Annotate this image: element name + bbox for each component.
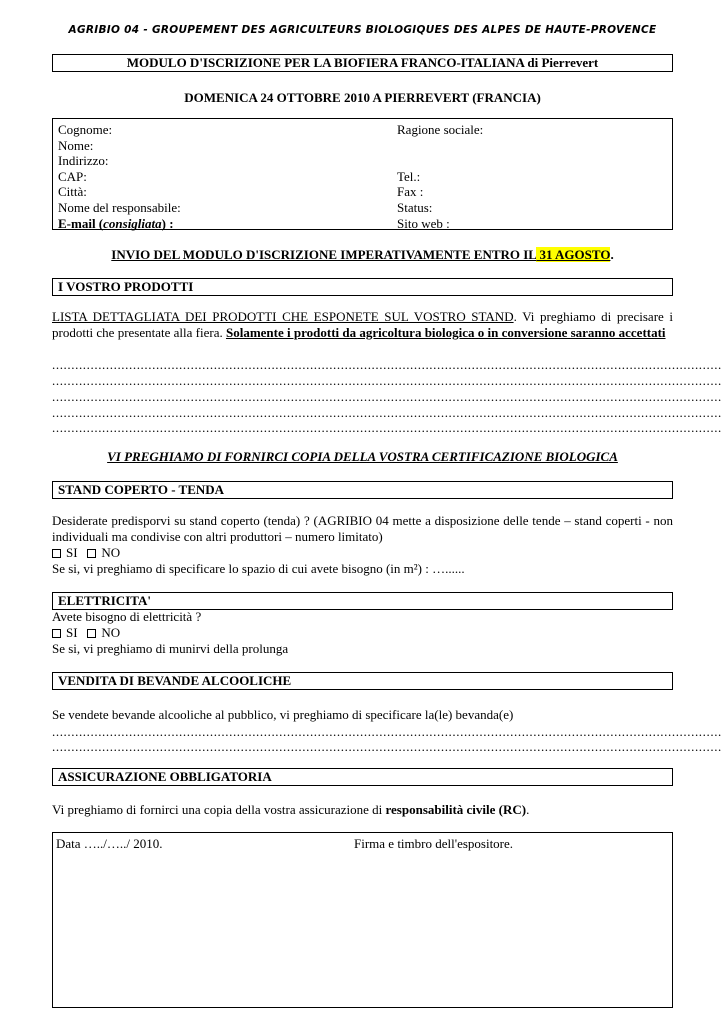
document-header: AGRIBIO 04 - GROUPEMENT DES AGRICULTEURS BIOLOGIQUES DES ALPES DE HAUTE-PROVENCE [68, 24, 657, 36]
products-dotted-line: .............................................................................................................................................................................. [52, 357, 722, 372]
electricity-no-checkbox[interactable] [87, 629, 96, 638]
event-date: DOMENICA 24 OTTOBRE 2010 A PIERREVERT (FRANCIA) [184, 90, 541, 105]
surname-label: Cognome: [58, 122, 113, 137]
electricity-yes-checkbox[interactable] [52, 629, 61, 638]
section-insurance-title: ASSICURAZIONE OBBLIGATORIA [52, 768, 673, 786]
manager-name-label: Nome del responsabile: [58, 199, 181, 215]
contact-info-box [52, 118, 673, 230]
status-label: Status: [397, 199, 433, 215]
stand-options: SI NO [52, 545, 673, 561]
name-label: Nome: [58, 137, 94, 153]
section-electricity-title: ELETTRICITA' [52, 592, 673, 610]
alcohol-dotted-line: .............................................................................................................................................................................. [52, 739, 722, 754]
phone-label: Tel.: [397, 168, 421, 184]
alcohol-instructions: Se vendete bevande alcooliche al pubblico, vi preghiamo di specificare la(le) bevanda(e) [52, 707, 514, 722]
products-dotted-line: .............................................................................................................................................................................. [52, 373, 722, 388]
deadline-notice: INVIO DEL MODULO D'ISCRIZIONE IMPERATIVAMENTE ENTRO IL 31 AGOSTO. [111, 247, 614, 262]
deadline-date: 31 AGOSTO [536, 247, 611, 262]
stand-space-request: Se si, vi preghiamo di specificare lo spazio di cui avete bisogno (in m²) : …...... [52, 561, 465, 576]
contact-left-column [58, 122, 181, 231]
products-dotted-line: .............................................................................................................................................................................. [52, 405, 722, 420]
insurance-instructions: Vi preghiamo di fornirci una copia della vostra assicurazione di responsabilità civile (RC). [52, 802, 530, 817]
signature-field[interactable]: Firma e timbro dell'espositore. [354, 836, 514, 851]
products-dotted-line: .............................................................................................................................................................................. [52, 389, 722, 404]
products-dotted-line: .............................................................................................................................................................................. [52, 420, 722, 435]
postcode-label: CAP: [58, 168, 87, 184]
alcohol-dotted-line: .............................................................................................................................................................................. [52, 724, 722, 739]
section-alcohol-title: VENDITA DI BEVANDE ALCOOLICHE [52, 672, 673, 690]
stand-yes-checkbox[interactable] [52, 549, 61, 558]
electricity-options: SI NO [52, 625, 673, 641]
section-stand-title: STAND COPERTO - TENDA [52, 481, 673, 499]
date-field[interactable]: Data …../…../ 2010. [56, 836, 163, 851]
form-title: MODULO D'ISCRIZIONE PER LA BIOFIERA FRANCO-ITALIANA di Pierrevert [52, 54, 673, 72]
section-products-title: I VOSTRO PRODOTTI [52, 278, 673, 296]
certification-request: VI PREGHIAMO DI FORNIRCI COPIA DELLA VOSTRA CERTIFICAZIONE BIOLOGICA [107, 449, 618, 464]
company-name-label: Ragione sociale: [397, 122, 484, 137]
website-label: Sito web : [397, 215, 450, 231]
city-label: Città: [58, 184, 87, 200]
electricity-question: Avete bisogno di elettricità ? [52, 609, 202, 624]
signature-box [52, 832, 673, 1008]
products-instructions: LISTA DETTAGLIATA DEI PRODOTTI CHE ESPONETE SUL VOSTRO STAND. Vi preghiamo di precisare i prodotti che presentate alla fiera. Solamente i prodotti da agricoltura biologica o in conversione saranno accettati [52, 309, 673, 340]
stand-no-checkbox[interactable] [87, 549, 96, 558]
stand-question: Desiderate predisporvi su stand coperto (tenda) ? (AGRIBIO 04 mette a disposizione delle tende – stand coperti - non individuali ma condivise con altri produttori – numero limitato) [52, 513, 673, 544]
electricity-note: Se si, vi preghiamo di munirvi della prolunga [52, 641, 289, 656]
address-label: Indirizzo: [58, 153, 109, 169]
email-label: E-mail (consigliata) : [58, 215, 174, 231]
contact-right-column [397, 122, 483, 231]
fax-label: Fax : [397, 184, 424, 200]
